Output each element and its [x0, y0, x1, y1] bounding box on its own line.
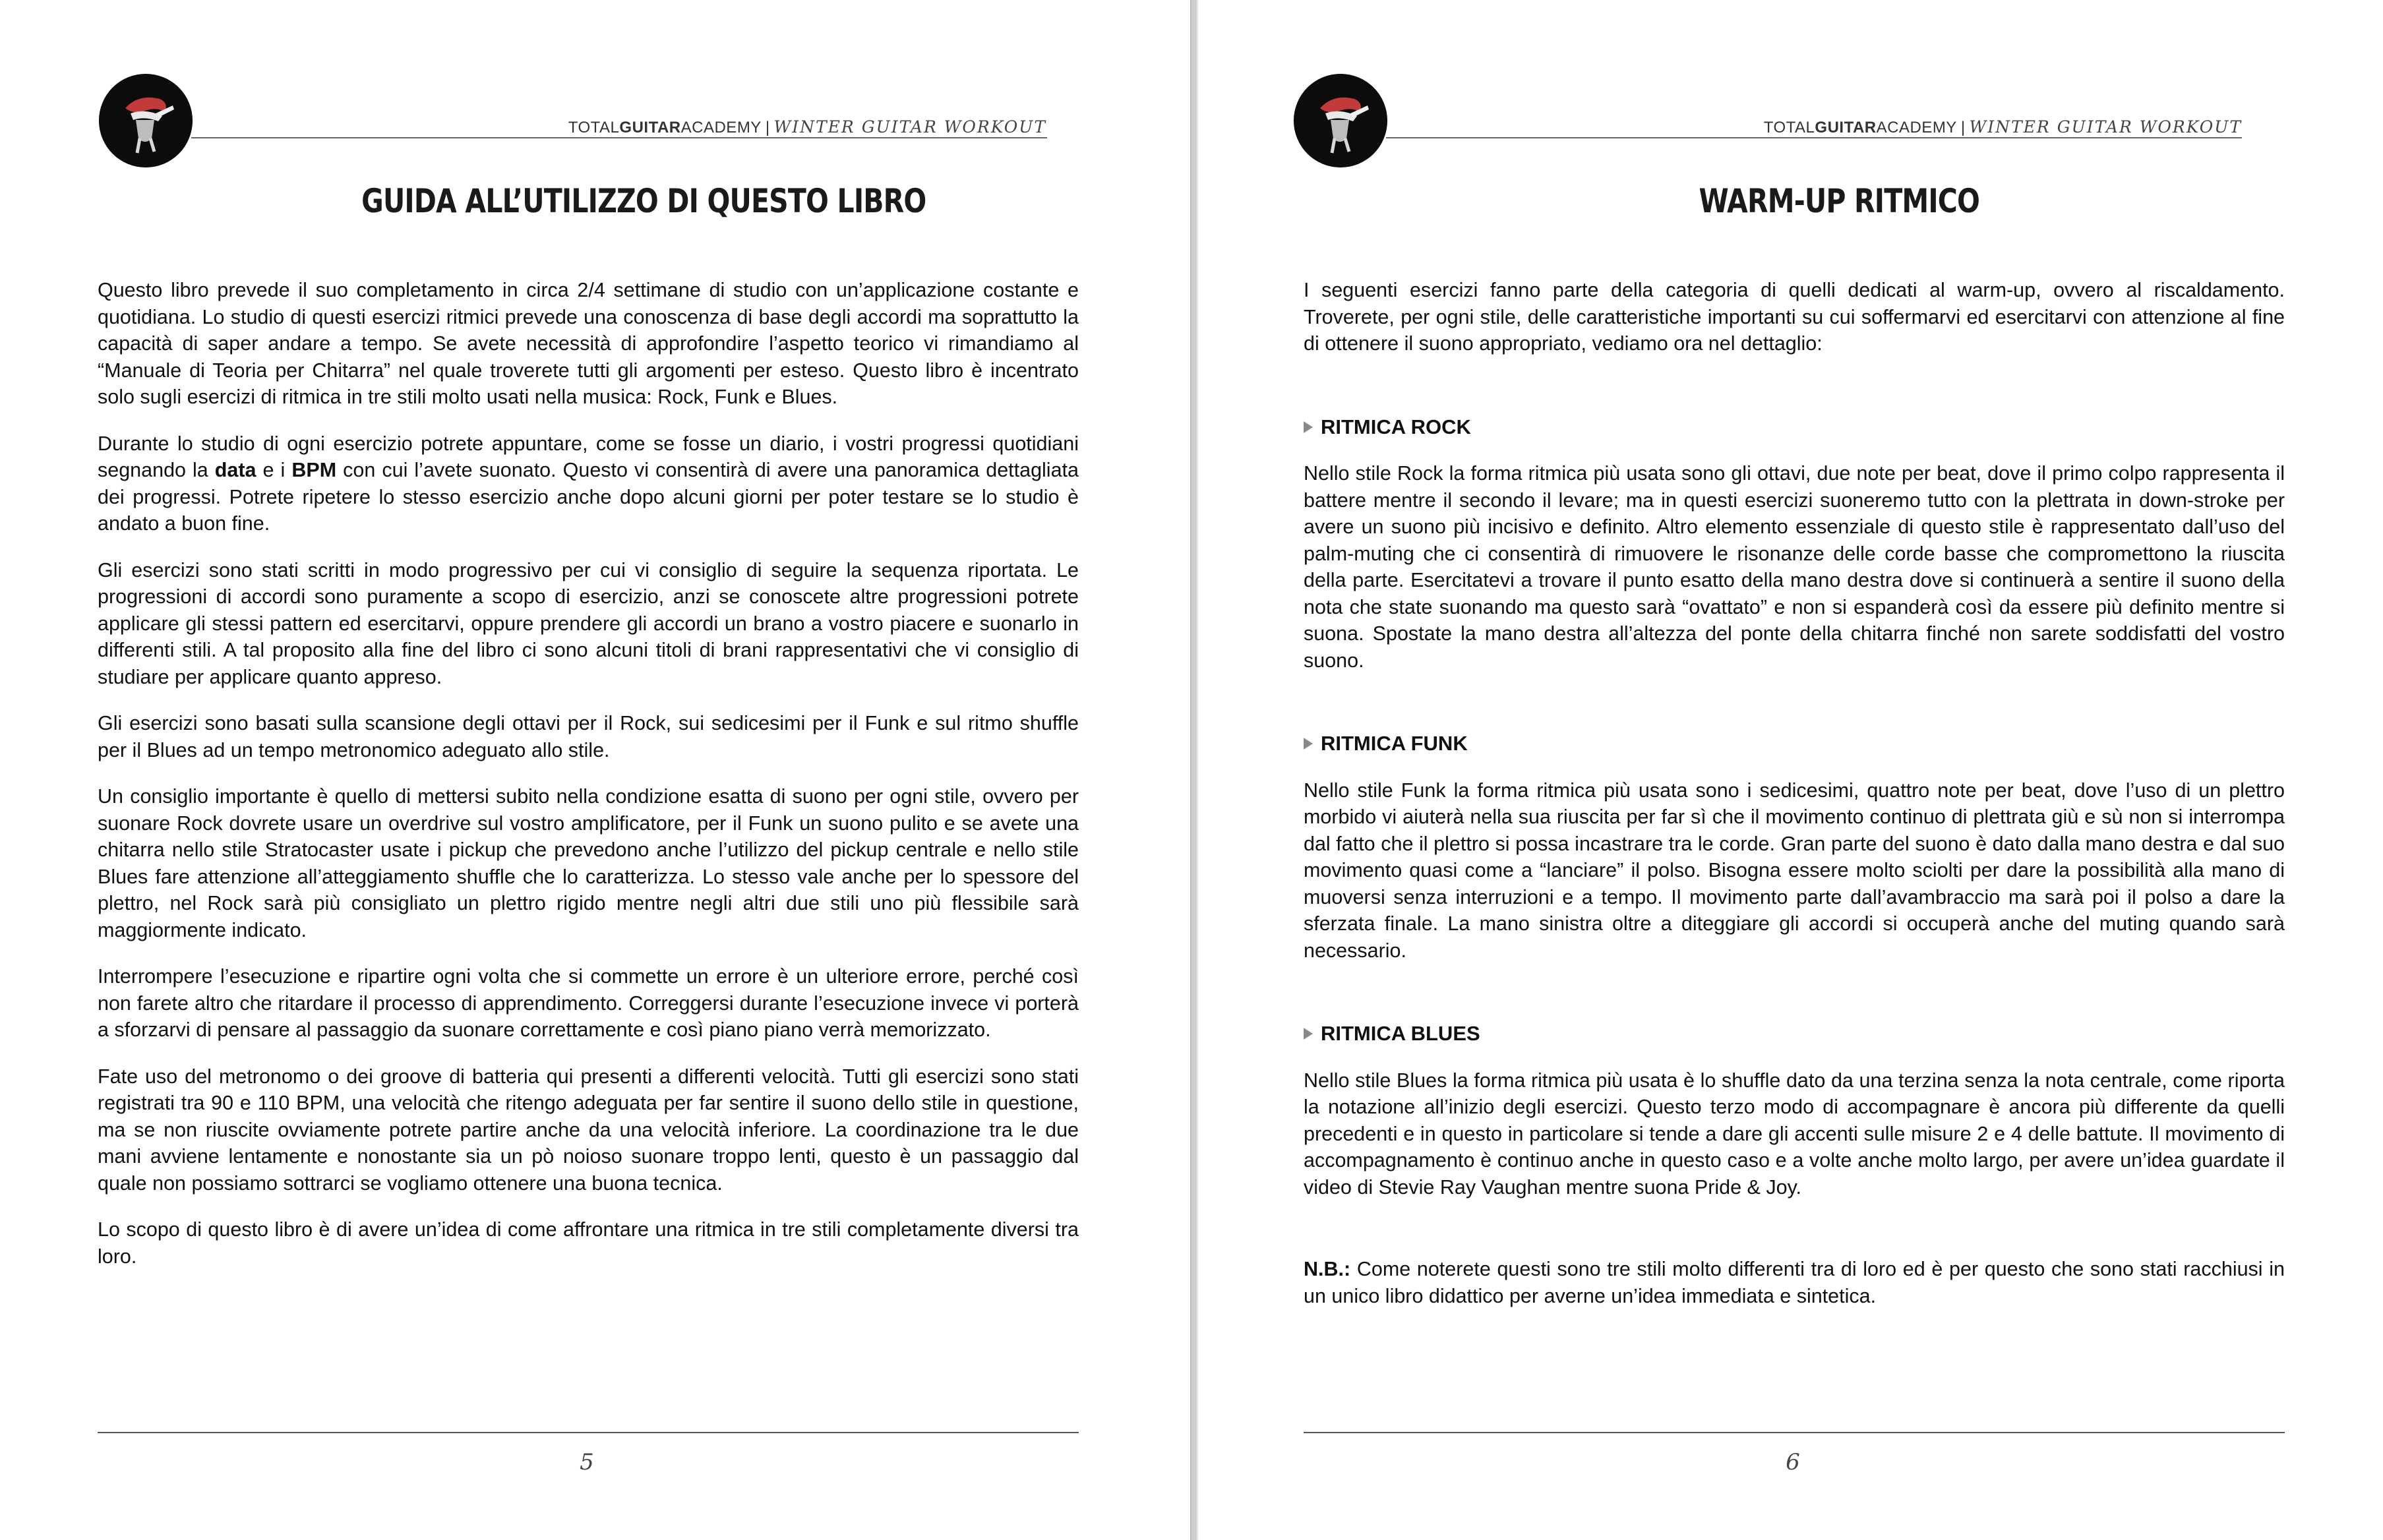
paragraph-blues: Nello stile Blues la forma ritmica più usata è lo shuffle dato da una terzina senza la nota centrale, come riporta la notazione all’inizio degli esercizi. Questo terzo modo di accompagnare è ancora più differente da quelli precedenti e in questo in particolare si tende a dare gli accenti sulle misure 2 e 4 delle battute. Il movimento di accompagnamento è continuo anche in questo caso e a volte anche molto largo, per avere un’idea guardate il video di Stevie Ray Vaughan mentre suona Pride & Joy. [1304, 1069, 2285, 1199]
page-title: GUIDA ALL’UTILIZZO DI QUESTO LIBRO [361, 182, 926, 220]
header-brand [568, 117, 1046, 137]
academy-logo-icon [1294, 74, 1387, 167]
section-heading-funk: RITMICA FUNK [1304, 730, 2285, 757]
series-title: WINTER GUITAR WORKOUT [1969, 117, 2242, 136]
footer-rule [1304, 1432, 2285, 1433]
brand-academy: ACADEMY [680, 119, 762, 136]
brand-separator: | [1960, 119, 1966, 136]
triangle-bullet-icon [1304, 1028, 1313, 1040]
brand-guitar: GUITAR [1815, 119, 1877, 136]
book-spine [1190, 0, 1198, 1540]
brand-academy: ACADEMY [1876, 119, 1957, 136]
bold-bpm: BPM [291, 459, 337, 481]
paragraph-intro: I seguenti esercizi fanno parte della categoria di quelli dedicati al warm-up, ovvero al riscaldamento. Troverete, per ogni stile, delle caratteristiche importanti su cui soffermarvi ed esercitarvi con attenzione al fine di ottenere il suono appropriato, vediamo ora nel dettaglio: [1304, 279, 2285, 355]
page-number: 5 [580, 1449, 594, 1475]
paragraph-funk: Nello stile Funk la forma ritmica più usata sono i sedicesimi, quattro note per beat, dove l’uso di un plettro morbido vi aiuterà nella sua riuscita per far sì che il movimento continuo di plettrata giù e sù non si interrompa dal fatto che il plettro si possa incastrare tra le corde. Gran parte del suono è dato dalla mano destra e dal suo movimento quasi come a “lanciare” il polso. Bisogna essere molto sciolti per dare la possibilità alla mano di muoversi senza interruzioni e a tempo. Il movimento parte dall’avambraccio ma sarà poi il polso a dare la sferzata finale. La mano sinistra oltre a diteggiare gli accordi si occuperà anche del muting quando sarà necessario. [1304, 779, 2285, 962]
brand-total: TOTAL [1763, 119, 1815, 136]
footer-rule [98, 1432, 1079, 1433]
left-page [0, 0, 1190, 1540]
paragraph: Questo libro prevede il suo completamento in circa 2/4 settimane di studio con un’applicazione costante e quotidiana. Lo studio di questi esercizi ritmici prevede una conoscenza di base degli accordi ma soprattutto la capacità di saper andare a tempo. Se avete necessità di approfondire l’aspetto teorico vi rimandiamo al “Manuale di Teoria per Chitarra” nel quale troverete tutti gli argomenti per esteso. Questo libro è incentrato solo sugli esercizi di ritmica in tre stili molto usati nella musica: Rock, Funk e Blues. [98, 279, 1079, 408]
paragraph: Gli esercizi sono stati scritti in modo progressivo per cui vi consiglio di seguire la sequenza riportata. Le progressioni di accordi sono puramente a scopo di esercizio, anzi se conoscete altre progressioni potrete applicare gli stessi pattern ed esercitarvi, oppure prendere gli accordi un brano a vostro piacere e suonarlo in differenti stili. A tal proposito alla fine del libro ci sono alcuni titoli di brani rappresentativi che vi consiglio di studiare per applicare quanto appreso. [98, 558, 1079, 688]
paragraph: Fate uso del metronomo o dei groove di batteria qui presenti a differenti velocità. Tutti gli esercizi sono stati registrati tra 90 e 110 BPM, una velocità che ritengo adeguata per far sentire il suono dello stile in questione, ma se non riuscite ovviamente potrete partire anche da una velocità inferiore. La coordinazione tra le due mani avviene lentamente e nonostante sia un pò noioso suonare troppo lenti, questo è un passaggio dal quale non possiamo sottrarci se vogliamo ottenere una buona tecnica. [98, 1065, 1079, 1195]
brand-total: TOTAL [568, 119, 620, 136]
brand-guitar: GUITAR [619, 119, 681, 136]
note-label: N.B.: [1304, 1258, 1351, 1280]
paragraph: Gli esercizi sono basati sulla scansione degli ottavi per il Rock, sui sedicesimi per il Funk e sul ritmo shuffle per il Blues ad un tempo metronomico adeguato allo stile. [98, 712, 1079, 761]
section-heading-blues: RITMICA BLUES [1304, 1021, 2285, 1048]
triangle-bullet-icon [1304, 738, 1313, 750]
paragraph-note: N.B.: Come noterete questi sono tre stili molto differenti tra di loro ed è per questo che sono stati racchiusi in un unico libro didattico per averne un’idea immediata e sintetica. [1304, 1258, 2285, 1307]
header-rule [1386, 137, 2242, 138]
paragraph-rock: Nello stile Rock la forma ritmica più usata sono gli ottavi, due note per beat, dove il primo colpo rappresenta il battere mentre il secondo il levare; ma in questi esercizi suoneremo tutto con la plettrata in down-stroke per avere un suono più incisivo e definito. Altro elemento essenziale di questo stile è rappresentato dall’uso del palm-muting che ci consentirà di rimuovere le risonanze delle corde basse che compromettono la riuscita della parte. Esercitatevi a trovare il punto esatto della mano destra dove si continuerà a sentire il suono della nota che state suonando ma questo sarà “ovattato” e non si espanderà così da essere più definito mentre si suona. Spostate la mano destra all’altezza del ponte della chitarra finché non sarete soddisfatti del vostro suono. [1304, 462, 2285, 672]
paragraph-progress: Durante lo studio di ogni esercizio potrete appuntare, come se fosse un diario, i vostri progressi quotidiani segnando la data e i BPM con cui l’avete suonato. Questo vi consentirà di avere una panoramica dettagliata dei progressi. Potrete ripetere lo stesso esercizio anche dopo alcuni giorni per poter testare se lo studio è andato a buon fine. [98, 432, 1079, 535]
academy-logo-icon [99, 74, 193, 167]
page-body [98, 277, 1079, 1289]
page-number: 6 [1786, 1449, 1800, 1475]
brand-separator: | [765, 119, 770, 136]
bold-data: data [214, 459, 256, 481]
paragraph: Lo scopo di questo libro è di avere un’idea di come affrontare una ritmica in tre stili completamente diversi tra loro. [98, 1218, 1079, 1268]
page-body [1304, 277, 2285, 1329]
triangle-bullet-icon [1304, 421, 1313, 433]
page-title: WARM-UP RITMICO [1699, 182, 1980, 220]
paragraph: Un consiglio importante è quello di mettersi subito nella condizione esatta di suono per ogni stile, ovvero per suonare Rock dovrete usare un overdrive sul vostro amplificatore, per il Funk un suono pulito e se avete una chitarra nello stile Stratocaster usate i pickup che prevedono anche l’utilizzo del pickup centrale e nello stile Blues fare attenzione all’atteggiamento shuffle che lo caratterizza. Lo stesso vale anche per lo spessore del plettro, nel Rock sarà più consigliato un plettro rigido mentre negli altri due stili uno più flessibile sarà maggiormente indicato. [98, 785, 1079, 941]
header-brand [1764, 117, 2242, 137]
header-rule [191, 137, 1047, 138]
section-heading-rock: RITMICA ROCK [1304, 414, 2285, 441]
paragraph: Interrompere l’esecuzione e ripartire ogni volta che si commette un errore è un ulteriore errore, perché così non farete altro che ritardare il processo di apprendimento. Correggersi durante l’esecuzione invece vi porterà a sforzarvi di pensare al passaggio da suonare correttamente e così piano piano verrà memorizzato. [98, 965, 1079, 1041]
series-title: WINTER GUITAR WORKOUT [773, 117, 1046, 136]
right-page [1198, 0, 2383, 1540]
